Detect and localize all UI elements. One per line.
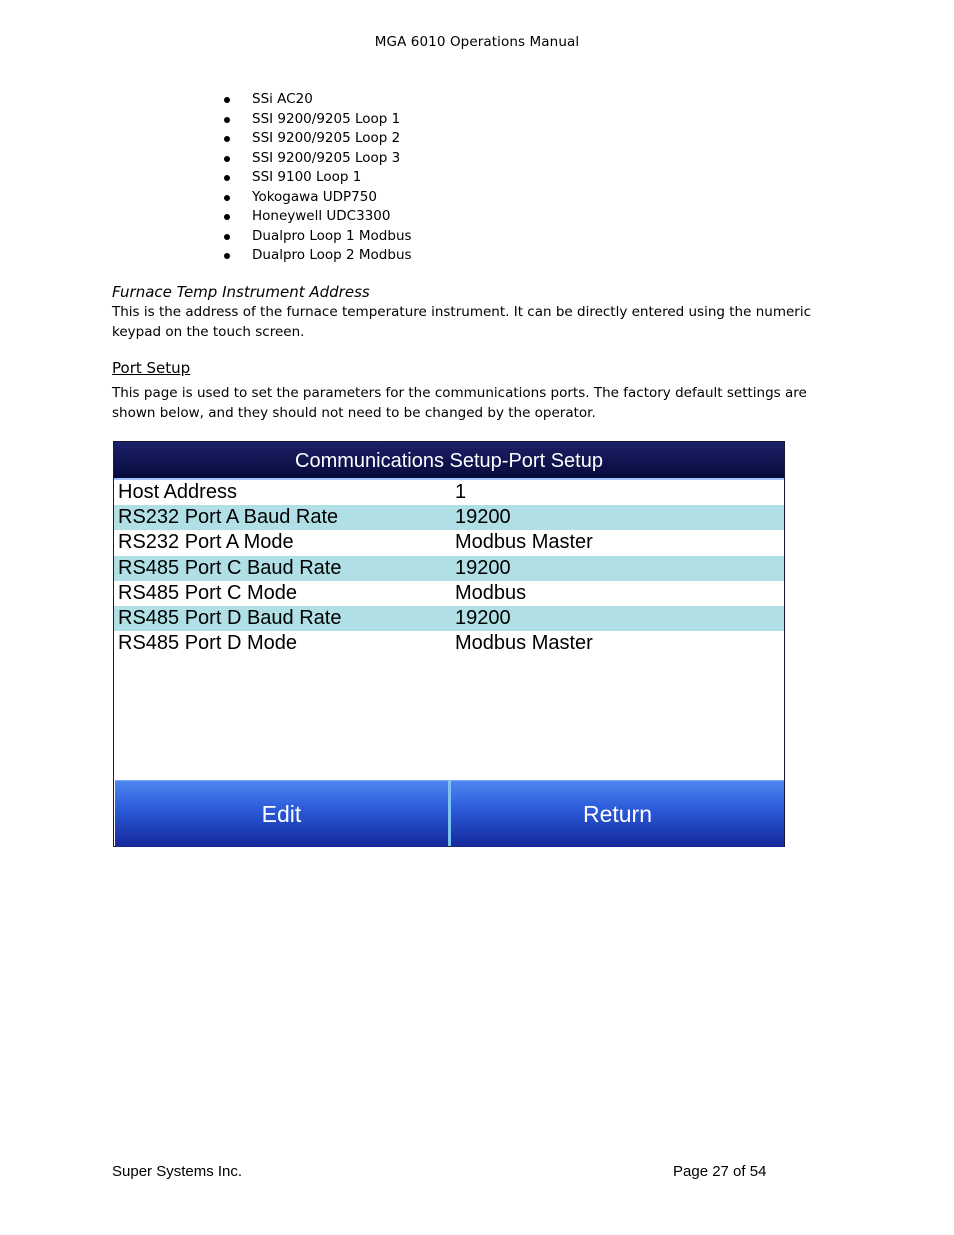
row-value: Modbus Master	[455, 632, 593, 655]
row-label: RS485 Port D Mode	[118, 632, 297, 655]
furnace-address-text: This is the address of the furnace temperature instrument. It can be directly entered using the numeric keypad on the touch screen.	[112, 304, 812, 340]
port-setup-heading: Port Setup	[112, 359, 191, 377]
row-value: 19200	[455, 506, 511, 529]
list-item: Dualpro Loop 1 Modbus	[224, 227, 412, 247]
bullet-icon	[224, 97, 230, 103]
list-item: SSi AC20	[224, 90, 412, 110]
return-button[interactable]: Return	[451, 780, 784, 847]
row-label: Host Address	[118, 481, 237, 503]
list-item: SSI 9200/9205 Loop 3	[224, 149, 412, 169]
bullet-icon	[224, 156, 230, 162]
row-value: 1	[455, 481, 467, 503]
bullet-icon	[224, 195, 230, 201]
row-value: 19200	[455, 606, 511, 629]
bullet-icon	[224, 234, 230, 240]
row-value: 19200	[455, 556, 511, 579]
row-value: Modbus Master	[455, 531, 593, 554]
list-item: SSI 9100 Loop 1	[224, 168, 412, 188]
table-row[interactable]	[114, 480, 784, 505]
furnace-address-heading: Furnace Temp Instrument Address	[112, 283, 370, 301]
list-item: SSI 9200/9205 Loop 2	[224, 129, 412, 149]
list-item: Yokogawa UDP750	[224, 188, 412, 208]
settings-table	[114, 480, 784, 656]
bullet-icon	[224, 214, 230, 220]
list-item: SSI 9200/9205 Loop 1	[224, 110, 412, 130]
bullet-icon	[224, 253, 230, 259]
row-label: RS232 Port A Baud Rate	[118, 506, 339, 529]
row-label: RS485 Port D Baud Rate	[118, 606, 342, 629]
screen-title: Communications Setup-Port Setup	[114, 442, 784, 480]
bullet-icon	[224, 117, 230, 123]
port-setup-screenshot	[113, 441, 785, 847]
list-item: Dualpro Loop 2 Modbus	[224, 246, 412, 266]
table-row[interactable]	[114, 631, 784, 656]
table-row[interactable]	[114, 556, 784, 581]
manual-title: MGA 6010 Operations Manual	[374, 34, 580, 50]
table-row[interactable]	[114, 581, 784, 606]
edit-button[interactable]: Edit	[115, 780, 448, 847]
table-row[interactable]	[114, 606, 784, 631]
table-row[interactable]	[114, 530, 784, 555]
table-row[interactable]	[114, 505, 784, 530]
footer-page-number: Page 27 of 54	[673, 1163, 767, 1180]
bullet-icon	[224, 175, 230, 181]
footer-company: Super Systems Inc.	[112, 1163, 243, 1180]
row-label: RS232 Port A Mode	[118, 531, 294, 554]
row-value: Modbus	[455, 581, 527, 604]
row-label: RS485 Port C Baud Rate	[118, 556, 342, 579]
bullet-icon	[224, 136, 230, 142]
port-setup-text: This page is used to set the parameters for the communications ports. The factory default settings are shown below, and they should not need to be changed by the operator.	[112, 385, 807, 421]
list-item: Honeywell UDC3300	[224, 207, 412, 227]
row-label: RS485 Port C Mode	[118, 581, 297, 604]
instrument-list	[224, 90, 412, 266]
